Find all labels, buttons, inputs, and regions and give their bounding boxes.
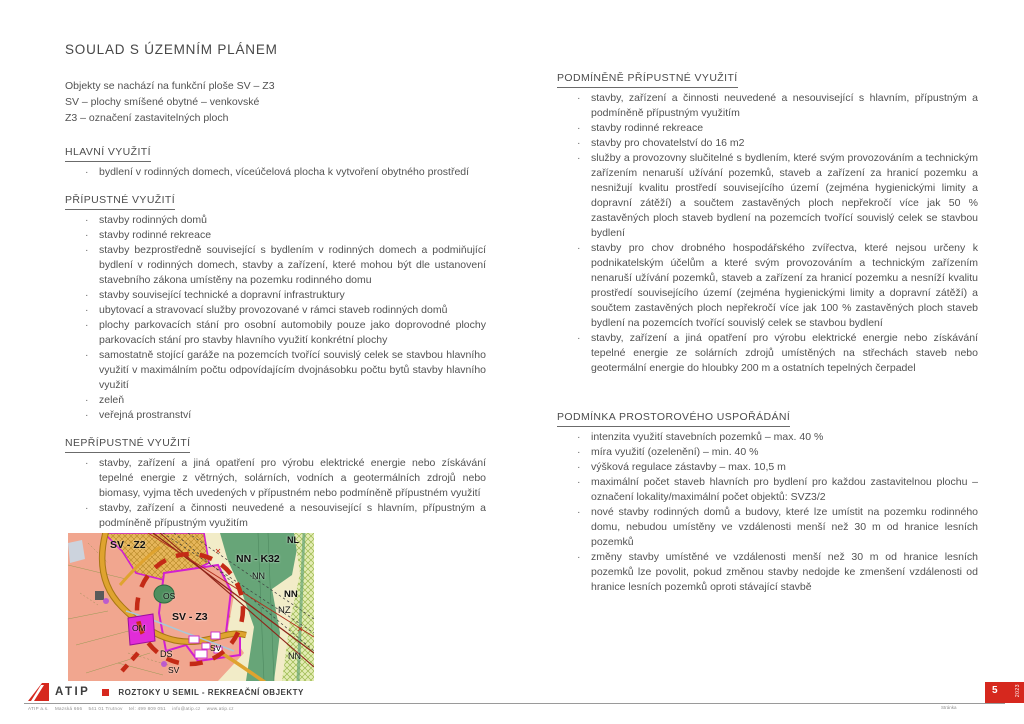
bullet-icon: · xyxy=(577,137,581,149)
atip-logo-icon xyxy=(28,683,49,701)
footer-fineprint: ATIP a.s. Mazská 666 541 01 Trutnov tel: 499 809 051 info@atip.cz www.atip.cz xyxy=(28,706,234,711)
bullet-icon: · xyxy=(577,506,581,518)
list-item xyxy=(65,165,486,180)
intro-line: Z3 – označení zastavitelných ploch xyxy=(65,112,229,124)
list-item xyxy=(65,243,486,288)
map-label-nn: NN xyxy=(288,651,301,661)
intro-line: Objekty se nachází na funkční ploše SV – Z3 xyxy=(65,80,275,92)
section-podminene-pripustne xyxy=(557,71,978,376)
map-label-nn: NN xyxy=(252,571,265,581)
zoning-map xyxy=(68,533,314,681)
list-item-text: stavby, zařízení a jiná opatření pro výrobu elektrické energie nebo získávání tepelné energie z větrných, solárních, vodních a geotermálních zdrojů nebo biomasy, vyjma těch uvedených v přípustném nebo podmíněně přípustném využití xyxy=(99,457,486,499)
intro-paragraph xyxy=(65,78,486,126)
list-item-text: stavby, zařízení a činnosti neuvedené a nesouvisející s hlavním, přípustným a podmíněně přípustným využitím xyxy=(99,502,486,529)
list-item-text: míra využití (ozelenění) – min. 40 % xyxy=(591,446,759,458)
bullet-icon: · xyxy=(85,229,89,241)
footer-note: Stránka xyxy=(941,705,957,710)
bullet-icon: · xyxy=(85,502,89,514)
list-item xyxy=(557,121,978,136)
bullet-icon: · xyxy=(577,476,581,488)
right-column xyxy=(557,71,978,595)
section-heading: HLAVNÍ VYUŽITÍ xyxy=(65,145,151,162)
section-heading: PODMÍNKA PROSTOROVÉHO USPOŘÁDÁNÍ xyxy=(557,410,790,427)
list-item-text: samostatně stojící garáže na pozemcích tvořící souvislý celek se stavbou hlavního využití v maximálním počtu odpovídajícím dvojnásobku počtu bytů stavby hlavního využití xyxy=(99,349,486,391)
list-item xyxy=(557,505,978,550)
list-item-text: intenzita využití stavebních pozemků – max. 40 % xyxy=(591,431,824,443)
list-item xyxy=(65,348,486,393)
bullet-icon: · xyxy=(85,394,89,406)
bullet-icon: · xyxy=(85,409,89,421)
list-item xyxy=(557,445,978,460)
bullet-icon: · xyxy=(577,122,581,134)
bullet-icon: · xyxy=(85,304,89,316)
list-item xyxy=(557,460,978,475)
bullet-icon: · xyxy=(577,332,581,344)
map-label-sv: SV xyxy=(168,665,180,675)
list-item xyxy=(557,430,978,445)
bullet-icon: · xyxy=(577,92,581,104)
map-label-nn-k32: NN - K32 xyxy=(236,553,280,565)
list-item-text: stavby pro chovatelství do 16 m2 xyxy=(591,137,745,149)
map-label-sv-z2: SV - Z2 xyxy=(110,539,146,551)
bullet-icon: · xyxy=(85,349,89,361)
page-number-badge xyxy=(985,682,1024,703)
bullet-icon: · xyxy=(85,289,89,301)
map-label-os: OS xyxy=(163,591,176,601)
section-heading: PŘÍPUSTNÉ VYUŽITÍ xyxy=(65,193,175,210)
map-label-sv: SV xyxy=(210,643,222,653)
section-pripustne-vyuziti xyxy=(65,193,486,423)
bullet-icon: · xyxy=(577,446,581,458)
left-column xyxy=(65,42,486,531)
list-item-text: stavby rodinné rekreace xyxy=(591,122,704,134)
page-title: SOULAD S ÚZEMNÍM PLÁNEM xyxy=(65,42,278,57)
bullet-icon: · xyxy=(85,214,89,226)
list-item-text: plochy parkovacích stání pro osobní automobily pouze jako doprovodné plochy parkovacích stání pro stavby hlavního využití konkrétní plochy xyxy=(99,319,486,346)
list-item-text: stavby, zařízení a činnosti neuvedené a nesouvisející s hlavním, přípustným a podmíněně přípustným využitím xyxy=(591,92,978,119)
list-item xyxy=(65,288,486,303)
list-item-text: veřejná prostranství xyxy=(99,409,192,421)
list-item xyxy=(65,213,486,228)
map-label-sv-z3: SV - Z3 xyxy=(172,611,208,623)
bullet-icon: · xyxy=(577,242,581,254)
list-item-text: nové stavby rodinných domů a budovy, které lze umístit na pozemku rodinného domu, nebudou umístěny ve vzdálenosti menší než 30 m od hranice lesních pozemků xyxy=(591,506,978,548)
map-label-nn: NN xyxy=(284,589,298,600)
section-podminka-prostoroveho-usporadani xyxy=(557,410,978,595)
bullet-icon: · xyxy=(577,461,581,473)
list-item-text: výšková regulace zástavby – max. 10,5 m xyxy=(591,461,786,473)
list-item xyxy=(65,318,486,348)
list-item xyxy=(557,550,978,595)
list-item-text: změny stavby umístěné ve vzdálenosti menší než 30 m od hranice lesních pozemků lze povolit, pokud změnou stavby nedojde ke zmenšení vzdálenosti od hranice lesních pozemků oproti stávající stavbě xyxy=(591,551,978,593)
list-item xyxy=(557,151,978,241)
brand-name: ATIP xyxy=(55,686,91,698)
list-item xyxy=(557,475,978,505)
list-item xyxy=(557,91,978,121)
list-item xyxy=(65,501,486,531)
bullet-icon: · xyxy=(85,457,89,469)
section-hlavni-vyuziti xyxy=(65,145,486,180)
section-nepripustne-vyuziti xyxy=(65,436,486,531)
bullet-icon: · xyxy=(85,319,89,331)
page-year: 2023 xyxy=(1015,684,1021,698)
bullet-icon: · xyxy=(577,551,581,563)
bullet-icon: · xyxy=(577,152,581,164)
list-item-text: stavby rodinné rekreace xyxy=(99,229,212,241)
list-item xyxy=(557,136,978,151)
map-label-ds: DS xyxy=(160,649,173,659)
list-item-text: stavby bezprostředně související s bydlením v rodinných domech a podmiňující bydlení v rodinných domech, stavby a zařízení, které mohou být dle ustanovení stavebního zákona umístěny na pozemku rodinného domu xyxy=(99,244,486,286)
page-number: 5 xyxy=(992,685,998,696)
footer-brand-block xyxy=(28,682,304,702)
list-item-text: ubytovací a stravovací služby provozované v rámci staveb rodinných domů xyxy=(99,304,448,316)
map-label-nl: NL xyxy=(287,535,299,545)
list-item xyxy=(557,241,978,331)
map-label-om: OM xyxy=(132,623,146,633)
list-item-text: stavby, zařízení a jiná opatření pro výrobu elektrické energie nebo získávání tepelné energie ze solárních zdrojů umístěných na střechách staveb nebo geotermální energie do hloubky 200 m a ostatních tepelných čerpadel xyxy=(591,332,978,374)
list-item xyxy=(65,393,486,408)
bullet-icon: · xyxy=(577,431,581,443)
map-label-nz: NZ xyxy=(278,605,291,616)
list-item xyxy=(65,303,486,318)
list-item xyxy=(65,408,486,423)
list-item-text: zeleň xyxy=(99,394,125,406)
list-item-text: stavby související technické a dopravní infrastruktury xyxy=(99,289,345,301)
bullet-icon: · xyxy=(85,244,89,256)
section-heading: PODMÍNĚNĚ PŘÍPUSTNÉ VYUŽITÍ xyxy=(557,71,738,88)
list-item xyxy=(557,331,978,376)
project-title: ROZTOKY U SEMIL - REKREAČNÍ OBJEKTY xyxy=(118,687,304,697)
bullet-icon: · xyxy=(85,166,89,178)
brand-square-icon xyxy=(102,689,109,696)
list-item-text: maximální počet staveb hlavních pro bydlení pro každou zastavitelnou plochu – označení lokality/maximální počet objektů: SVZ3/2 xyxy=(591,476,978,503)
section-heading: NEPŘÍPUSTNÉ VYUŽITÍ xyxy=(65,436,190,453)
list-item-text: stavby pro chov drobného hospodářského zvířectva, které nejsou určeny k podnikatelským účelům a které svým provozováním a technickým zařízením nenaruší užívání pozemků, staveb a zařízení za hranicí pozemku a nesníží kvalitu prostředí souvisejícího území (zejména hygienickými limity a dopravní zátěží) a součtem zastavěných ploch nepřekročí více jak 100 % zastavěných ploch staveb bydlení na pozemcích tvořící souvislý celek se stavbou bydlení xyxy=(591,242,978,329)
list-item-text: bydlení v rodinných domech, víceúčelová plocha k vytvoření obytného prostředí xyxy=(99,166,470,178)
list-item-text: služby a provozovny slučitelné s bydlením, které svým provozováním a technickým zařízením nenaruší užívání pozemků, staveb a zařízení za hranicí pozemku a nesnižují kvalitu prostředí souvisejícího území (zejména hygienickými limity a dopravní zátěží) a součtem zastavěných ploch nepřekročí více jak 50 % zastavěných ploch staveb bydlení na pozemcích tvořící souvislý celek se stavbou bydlení xyxy=(591,152,978,239)
footer-divider xyxy=(24,703,1005,704)
list-item-text: stavby rodinných domů xyxy=(99,214,207,226)
list-item xyxy=(65,228,486,243)
list-item xyxy=(65,456,486,501)
intro-line: SV – plochy smíšené obytné – venkovské xyxy=(65,96,260,108)
